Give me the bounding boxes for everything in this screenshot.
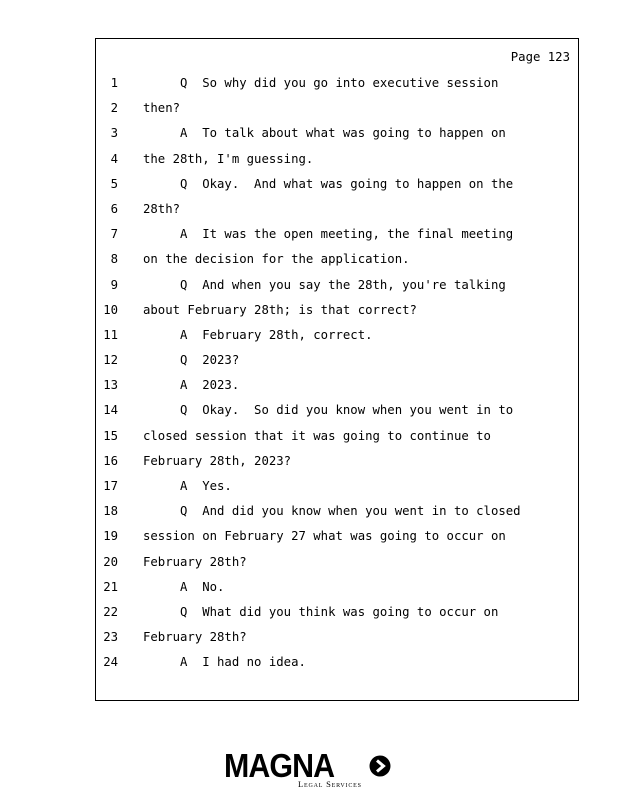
- line-number: 16: [103, 453, 118, 468]
- line-number: 8: [110, 252, 118, 267]
- line-text: Q And when you say the 28th, you're talking: [143, 277, 506, 292]
- logo-wordmark: MAGNA: [224, 747, 335, 784]
- transcript-line: [96, 398, 578, 423]
- line-text: Q What did you think was going to occur on: [143, 604, 499, 619]
- line-text: Q Okay. So did you know when you went in to: [143, 403, 514, 418]
- line-number: 15: [103, 428, 118, 443]
- page-number-label: Page 123: [510, 50, 570, 64]
- line-text: A Yes.: [143, 479, 232, 493]
- line-number: 6: [110, 201, 118, 216]
- line-text: A I had no idea.: [143, 655, 306, 670]
- transcript-line: [96, 298, 578, 323]
- line-text: about February 28th; is that correct?: [143, 302, 417, 317]
- line-text: Q 2023?: [143, 353, 240, 368]
- line-text: Q And did you know when you went in to closed: [143, 504, 521, 519]
- line-number: 21: [103, 579, 118, 594]
- transcript-line: [96, 222, 578, 247]
- transcript-line: [96, 550, 578, 575]
- logo-subtitle: Legal Services: [298, 779, 362, 789]
- transcript-line: [96, 197, 578, 222]
- magna-logo: [224, 748, 399, 796]
- line-text: February 28th, 2023?: [143, 453, 292, 468]
- transcript-line: [96, 172, 578, 197]
- transcript-line: [96, 650, 578, 675]
- line-number: 2: [110, 101, 118, 116]
- transcript-line: [96, 474, 578, 499]
- line-number: 14: [103, 403, 118, 418]
- line-number: 4: [110, 151, 118, 166]
- line-number: 13: [103, 378, 118, 393]
- line-number: 12: [103, 353, 118, 368]
- line-number: 11: [103, 327, 118, 342]
- transcript-line: [96, 600, 578, 625]
- line-text: Q So why did you go into executive session: [143, 76, 499, 90]
- transcript-line: [96, 71, 578, 96]
- transcript-line: [96, 373, 578, 398]
- line-text: February 28th?: [143, 630, 247, 645]
- transcript-line: [96, 348, 578, 373]
- line-text: the 28th, I'm guessing.: [143, 151, 314, 166]
- transcript-line: [96, 499, 578, 524]
- line-number: 18: [103, 504, 118, 519]
- line-number: 23: [103, 630, 118, 645]
- line-number: 3: [110, 126, 118, 141]
- line-number: 7: [110, 227, 118, 242]
- transcript-line: [96, 575, 578, 600]
- transcript-line: [96, 323, 578, 348]
- line-text: Q Okay. And what was going to happen on the: [143, 176, 514, 191]
- line-number: 10: [103, 302, 118, 317]
- transcript-line: [96, 96, 578, 121]
- transcript-line: [96, 449, 578, 474]
- transcript-line: [96, 524, 578, 549]
- transcript-line: [96, 273, 578, 298]
- line-text: A To talk about what was going to happen on: [143, 126, 506, 141]
- line-number: 17: [103, 479, 118, 493]
- chevron-right-circle-icon: [369, 755, 391, 777]
- line-text: 28th?: [143, 201, 181, 216]
- line-number: 22: [103, 604, 118, 619]
- transcript-lines: [96, 71, 578, 676]
- line-text: A No.: [143, 579, 225, 594]
- line-number: 1: [110, 76, 118, 90]
- line-text: A February 28th, correct.: [143, 327, 373, 342]
- line-text: then?: [143, 101, 181, 116]
- line-text: session on February 27 what was going to occur on: [143, 529, 506, 544]
- line-text: A 2023.: [143, 378, 240, 393]
- line-text: on the decision for the application.: [143, 252, 410, 267]
- transcript-line: [96, 147, 578, 172]
- transcript-line: [96, 121, 578, 146]
- line-text: A It was the open meeting, the final meeting: [143, 227, 514, 242]
- transcript-line: [96, 424, 578, 449]
- line-number: 24: [103, 655, 118, 670]
- line-number: 19: [103, 529, 118, 544]
- line-number: 9: [110, 277, 118, 292]
- line-number: 20: [103, 554, 118, 569]
- transcript-page: [95, 38, 579, 701]
- transcript-line: [96, 625, 578, 650]
- transcript-line: [96, 247, 578, 272]
- line-text: February 28th?: [143, 554, 247, 569]
- line-text: closed session that it was going to continue to: [143, 428, 491, 443]
- line-number: 5: [110, 176, 118, 191]
